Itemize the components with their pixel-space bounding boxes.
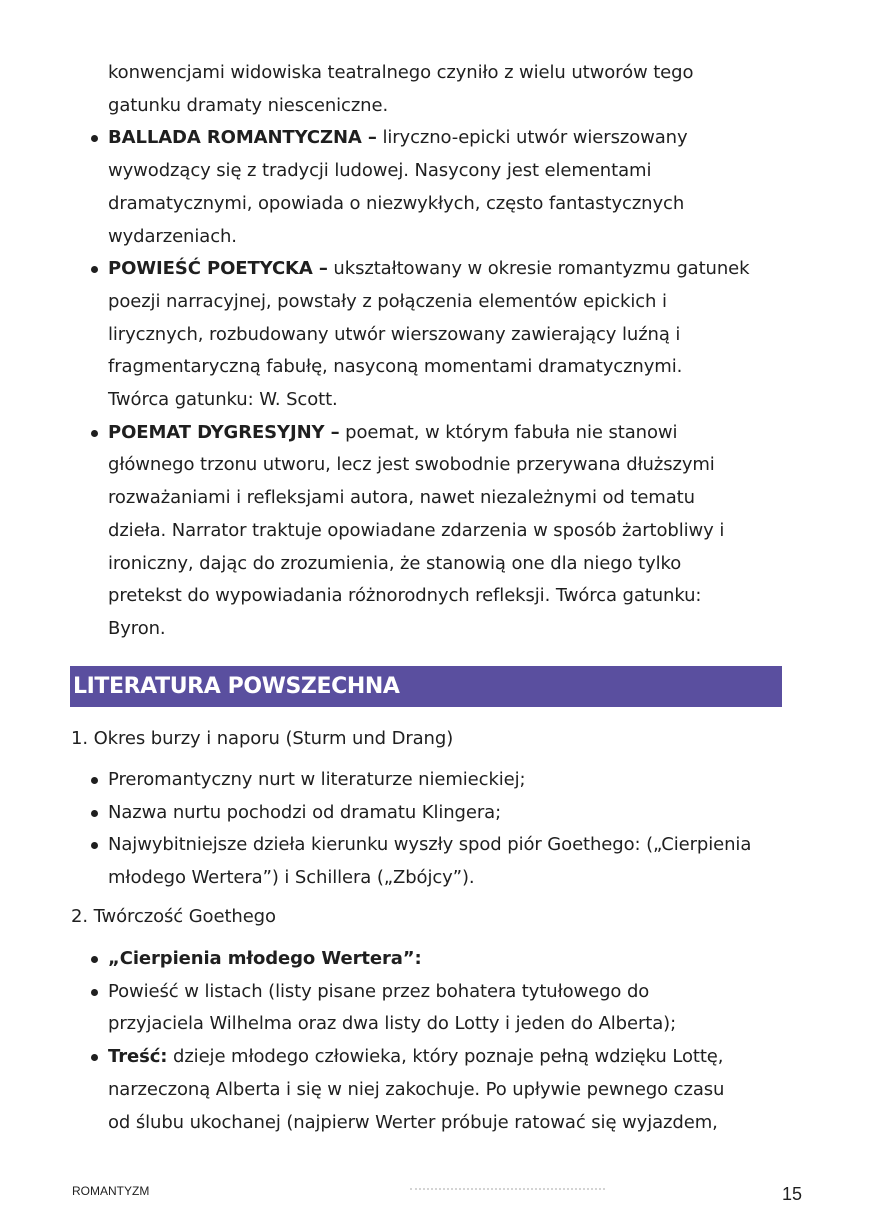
list-item [72,417,812,450]
list-item: Najwybitniejsze dzieła kierunku wyszły spod piór Goethego: („Cierpienia [72,829,812,862]
list-item: gatunku dramaty niesceniczne. [108,94,389,116]
list-item: dzieła. Narrator traktuje opowiadane zdarzenia w sposób żartobliwy i [108,519,725,541]
list-item: wywodzący się z tradycji ludowej. Nasycony jest elementami [108,160,652,182]
list-item: Preromantyczny nurt w literaturze niemieckiej; [72,764,812,797]
list-item: fragmentaryczną fabułę, nasyconą momentami dramatycznymi. [108,356,683,378]
list-item: lirycznych, rozbudowany utwór wierszowany zawierający luźną i [108,323,681,345]
term-label: POEMAT DYGRESYJNY – [108,421,340,443]
definition-list [72,57,812,646]
list-item: Twórca gatunku: W. Scott. [108,389,338,411]
definition-text: poemat, w którym fabuła nie stanowi [339,421,678,443]
list-item: Nazwa nurtu pochodzi od dramatu Klingera; [72,797,812,830]
bullet-list [72,943,812,1139]
list-item: Byron. [108,617,166,639]
list-item: pretekst do wypowiadania różnorodnych refleksji. Twórca gatunku: [108,585,702,607]
page-number: 15 [782,1184,803,1204]
list-item: wydarzeniach. [108,225,237,247]
term-label: BALLADA ROMANTYCZNA – [108,127,377,149]
definition-text: liryczno-epicki utwór wierszowany [376,127,688,149]
list-item: narzeczoną Alberta i się w niej zakochuje. Po upływie pewnego czasu [108,1078,725,1100]
list-item: konwencjami widowiska teatralnego czyniło z wielu utworów tego [108,62,694,83]
list-item: od ślubu ukochanej (najpierw Werter próbuje ratować się wyjazdem, [108,1111,718,1133]
list-item: dramatycznymi, opowiada o niezwykłych, często fantastycznych [108,192,685,214]
footer-divider [410,1188,605,1190]
list-item: rozważaniami i refleksjami autora, nawet niezależnymi od tematu [108,487,695,509]
numbered-heading: 1. Okres burzy i naporu (Sturm und Drang) [71,728,454,749]
work-title: „Cierpienia młodego Wertera”: [108,948,422,969]
list-item: młodego Wertera”) i Schillera („Zbójcy”). [108,867,475,889]
list-item: ironiczny, dając do zrozumienia, że stanowią one dla niego tylko [108,552,682,574]
list-item [72,122,812,155]
list-item [72,943,812,976]
term-label: POWIEŚĆ POETYCKA – [108,258,328,280]
list-item [72,253,812,286]
bullet-list [72,764,812,895]
content-text: dzieje młodego człowieka, który poznaje pełną wdzięku Lottę, [167,1046,724,1068]
section-header [70,666,782,707]
numbered-heading: 2. Twórczość Goethego [71,906,276,927]
section-title: LITERATURA POWSZECHNA [73,674,400,699]
list-item: Powieść w listach (listy pisane przez bohatera tytułowego do [72,976,812,1009]
list-item: poezji narracyjnej, powstały z połączenia elementów epickich i [108,290,667,312]
footer-chapter: ROMANTYZM [72,1184,150,1198]
list-item: przyjaciela Wilhelma oraz dwa listy do Lotty i jeden do Alberta); [108,1013,677,1035]
content-label: Treść: [108,1046,168,1068]
list-item [72,1041,812,1074]
list-item: głównego trzonu utworu, lecz jest swobodnie przerywana dłuższymi [108,454,715,476]
definition-text: ukształtowany w okresie romantyzmu gatunek [327,258,750,280]
